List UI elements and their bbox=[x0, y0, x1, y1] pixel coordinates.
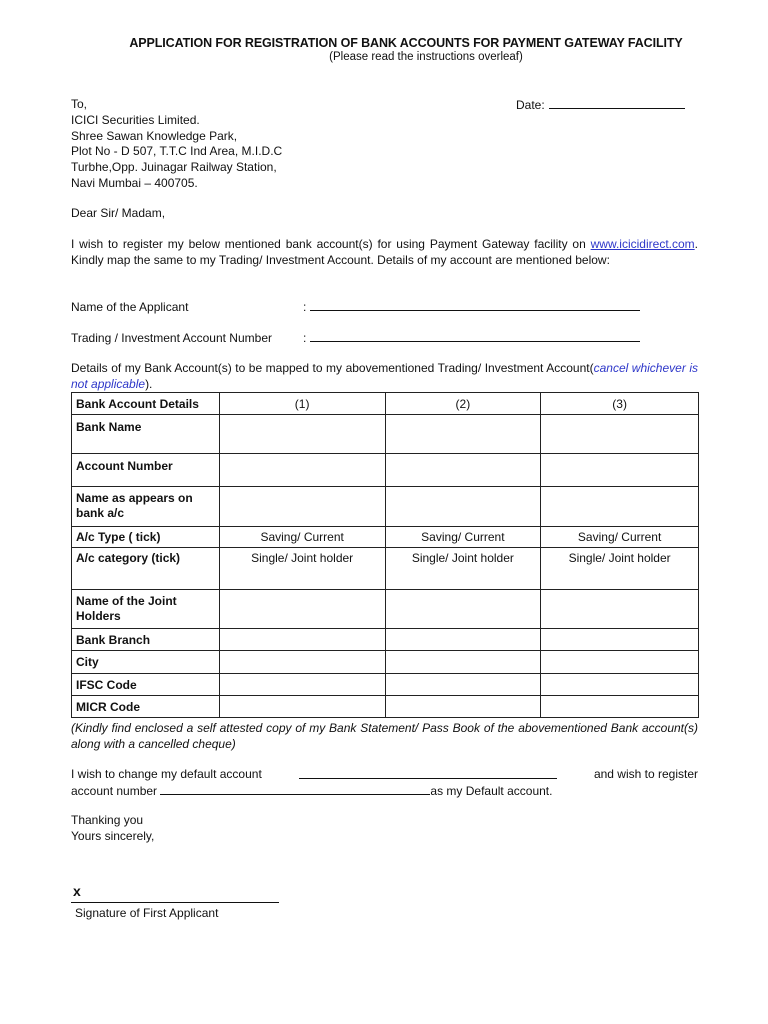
account-number-text: account number bbox=[71, 783, 158, 798]
signature-label: Signature of First Applicant bbox=[75, 906, 219, 920]
change-default-paragraph bbox=[71, 767, 698, 799]
greeting: Dear Sir/ Madam, bbox=[71, 206, 166, 220]
input-cell[interactable] bbox=[219, 487, 385, 527]
enclosure-note: (Kindly find enclosed a self attested copy of my Bank Statement/ Pass Book of the abovementioned Bank account(s) along with a cancelled cheque) bbox=[71, 721, 698, 751]
input-cell[interactable] bbox=[541, 629, 699, 651]
address-to: To, bbox=[71, 97, 88, 111]
address-line: Navi Mumbai – 400705. bbox=[71, 175, 198, 190]
table-row bbox=[72, 629, 699, 651]
details-text: Details of my Bank Account(s) to be mapped to my abovementioned Trading/ Investment Account( bbox=[71, 361, 594, 375]
input-cell[interactable] bbox=[385, 415, 541, 454]
input-cell[interactable] bbox=[385, 696, 541, 718]
ac-type-option[interactable]: Saving/ Current bbox=[541, 527, 699, 548]
ac-category-option[interactable]: Single/ Joint holder bbox=[385, 548, 541, 590]
row-label: City bbox=[72, 651, 220, 674]
details-text-end: ). bbox=[145, 376, 153, 391]
row-label: A/c Type ( tick) bbox=[72, 527, 220, 548]
cancel-note: cancel whichever is not applicable bbox=[71, 361, 698, 391]
date-blank[interactable] bbox=[549, 97, 685, 109]
applicant-name-blank[interactable] bbox=[310, 299, 640, 311]
details-paragraph bbox=[71, 361, 698, 392]
input-cell[interactable] bbox=[541, 590, 699, 629]
row-label: Bank Branch bbox=[72, 629, 220, 651]
address-line: Shree Sawan Knowledge Park, bbox=[71, 128, 238, 143]
row-label: Bank Name bbox=[72, 415, 220, 454]
input-cell[interactable] bbox=[219, 674, 385, 696]
date-field bbox=[516, 97, 685, 112]
header-cell: (3) bbox=[541, 393, 699, 415]
ac-category-option[interactable]: Single/ Joint holder bbox=[541, 548, 699, 590]
address-line: ICICI Securities Limited. bbox=[71, 112, 200, 127]
table-row bbox=[72, 454, 699, 487]
address-line: Turbhe,Opp. Juinagar Railway Station, bbox=[71, 160, 277, 175]
bank-details-table bbox=[71, 392, 699, 718]
input-cell[interactable] bbox=[541, 454, 699, 487]
header-cell: (2) bbox=[385, 393, 541, 415]
table-row bbox=[72, 651, 699, 674]
row-label: A/c category (tick) bbox=[72, 548, 220, 590]
header-cell: (1) bbox=[219, 393, 385, 415]
input-cell[interactable] bbox=[541, 415, 699, 454]
table-row bbox=[72, 415, 699, 454]
icicidirect-link[interactable]: www.icicidirect.com bbox=[590, 237, 695, 251]
signature-mark: x bbox=[73, 883, 81, 899]
intro-text: I wish to register my below mentioned bank account(s) for using Payment Gateway facility on bbox=[71, 237, 591, 251]
input-cell[interactable] bbox=[541, 696, 699, 718]
input-cell[interactable] bbox=[219, 629, 385, 651]
table-row bbox=[72, 590, 699, 629]
date-label: Date: bbox=[516, 98, 545, 112]
intro-text-after: . Kindly map the same to my Trading/ Investment Account. Details of my account are mentioned below: bbox=[71, 237, 698, 267]
input-cell[interactable] bbox=[219, 454, 385, 487]
colon: : bbox=[303, 300, 307, 314]
input-cell[interactable] bbox=[219, 415, 385, 454]
input-cell[interactable] bbox=[219, 590, 385, 629]
header-cell: Bank Account Details bbox=[72, 393, 220, 415]
input-cell[interactable] bbox=[385, 590, 541, 629]
input-cell[interactable] bbox=[385, 674, 541, 696]
new-default-account-blank[interactable] bbox=[160, 783, 430, 795]
table-header-row bbox=[72, 393, 699, 415]
input-cell[interactable] bbox=[385, 651, 541, 674]
yours-sincerely-text: Yours sincerely, bbox=[71, 828, 155, 843]
default-account-text: as my Default account. bbox=[430, 783, 553, 798]
change-default-text: I wish to change my default account bbox=[71, 767, 262, 781]
address-line: Plot No - D 507, T.T.C Ind Area, M.I.D.C bbox=[71, 144, 283, 159]
table-row bbox=[72, 674, 699, 696]
account-number-field bbox=[71, 330, 640, 345]
input-cell[interactable] bbox=[541, 651, 699, 674]
register-text: and wish to register bbox=[593, 767, 698, 781]
closing bbox=[71, 813, 154, 844]
ac-category-option[interactable]: Single/ Joint holder bbox=[219, 548, 385, 590]
row-label: Name of the Joint Holders bbox=[72, 590, 220, 629]
input-cell[interactable] bbox=[385, 454, 541, 487]
input-cell[interactable] bbox=[541, 487, 699, 527]
applicant-name-label: Name of the Applicant bbox=[71, 300, 189, 314]
colon: : bbox=[303, 331, 307, 345]
default-account-blank[interactable] bbox=[299, 767, 557, 779]
form-subtitle: (Please read the instructions overleaf) bbox=[329, 51, 523, 63]
input-cell[interactable] bbox=[219, 651, 385, 674]
recipient-address bbox=[71, 97, 282, 192]
row-label: Account Number bbox=[72, 454, 220, 487]
table-row bbox=[72, 548, 699, 590]
signature-line[interactable] bbox=[71, 902, 279, 903]
input-cell[interactable] bbox=[385, 629, 541, 651]
row-label: Name as appears on bank a/c bbox=[72, 487, 220, 527]
applicant-name-field bbox=[71, 299, 640, 314]
account-number-blank[interactable] bbox=[310, 330, 640, 342]
ac-type-option[interactable]: Saving/ Current bbox=[219, 527, 385, 548]
table-row bbox=[72, 696, 699, 718]
row-label: IFSC Code bbox=[72, 674, 220, 696]
thanking-text: Thanking you bbox=[71, 813, 144, 827]
intro-paragraph bbox=[71, 237, 698, 268]
input-cell[interactable] bbox=[219, 696, 385, 718]
table-row bbox=[72, 487, 699, 527]
input-cell[interactable] bbox=[541, 674, 699, 696]
account-number-label: Trading / Investment Account Number bbox=[71, 331, 272, 345]
table-row bbox=[72, 527, 699, 548]
row-label: MICR Code bbox=[72, 696, 220, 718]
form-title: APPLICATION FOR REGISTRATION OF BANK ACCOUNTS FOR PAYMENT GATEWAY FACILITY bbox=[129, 36, 683, 50]
input-cell[interactable] bbox=[385, 487, 541, 527]
ac-type-option[interactable]: Saving/ Current bbox=[385, 527, 541, 548]
